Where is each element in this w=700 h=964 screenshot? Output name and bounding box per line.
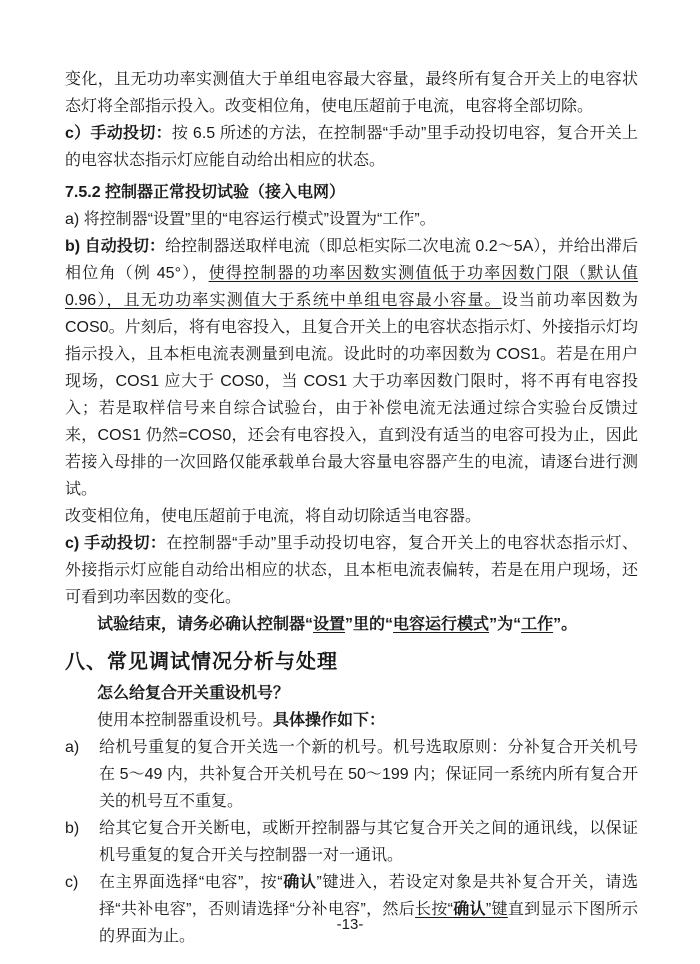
text-run: 工作 (521, 616, 554, 633)
text-run: a) 将控制器“设置”里的“电容运行模式”设置为“工作”。 (65, 211, 436, 228)
text-run: c）手动投切： (65, 125, 172, 142)
text-run: 给其它复合开关断电，或断开控制器与其它复合开关之间的通讯线，以保证机号重复的复合开关与控制器一对一通讯。 (99, 820, 638, 864)
paragraph (65, 503, 638, 530)
list-item-text (99, 815, 638, 869)
text-run: ”里的“ (345, 616, 394, 633)
document-body (65, 66, 638, 950)
list-item-label: b) (65, 820, 80, 837)
page-number: -13- (336, 916, 364, 933)
text-run: 改变相位角，使电压超前于电流，将自动切除适当电容器。 (65, 508, 482, 525)
text-run: 电容运行模式 (393, 616, 490, 633)
list-item-label: c) (65, 874, 79, 891)
text-run: 使用本控制器重设机号。 (97, 712, 274, 729)
section-heading (65, 179, 638, 206)
text-run: 试验结束，请务必确认控制器“ (97, 616, 314, 633)
list-item-text (99, 734, 638, 815)
text-run: 确认 (282, 874, 317, 891)
text-run: 怎么给复合开关重设机号？ (97, 685, 290, 702)
paragraph (65, 233, 638, 503)
text-run: 确认 (452, 901, 486, 918)
text-run: 7.5.2 控制器正常投切试验（接入电网） (65, 184, 346, 201)
text-run: 八、常见调试情况分析与处理 (65, 651, 338, 673)
paragraph (65, 680, 638, 707)
text-run: 给机号重复的复合开关选一个新的机号。机号选取原则：分补复合开关机号在 5～49 内，共补复合开关机号在 50～199 内；保证同一系统内所有复合开关的机号互不重复。 (99, 739, 638, 810)
text-run: ”为“ (489, 616, 522, 633)
list-item-label: a) (65, 739, 80, 756)
text-run: ”。 (553, 616, 578, 633)
text-run: ”键 (485, 901, 508, 918)
list-item (65, 815, 638, 869)
text-run: ”键进入，若设定对象是共补复合开关，请选择“共补电容”，否则请选择“分补电容”，然后 (99, 874, 638, 918)
paragraph (65, 120, 638, 174)
text-run: 设当前功率因数为 COS0。片刻后，将有电容投入，且复合开关上的电容状态指示灯、外接指示灯均指示投入，且本柜电流表测量到电流。设此时的功率因数为 COS1。若是在用户现场，COS1 应大于 COS0，当 COS1 大于功率因数门限时，将不再有电容投入；若是取样信号来自综合试验台，由于补偿电流无法通过综合实验台反馈过来，COS1 仍然=COS0，还会有电容投入，直到没有适当的电容可投为止，因此若接入母排的一次回路仅能承载单台最大容量电容器产生的电流，请逐台进行测试。 (65, 292, 638, 498)
paragraph (65, 707, 638, 734)
paragraph (65, 66, 638, 120)
text-run: 按 6.5 所述的方法，在控制器“手动”里手动投切电容，复合开关上的电容状态指示灯应能自动给出相应的状态。 (65, 125, 638, 169)
text-run: 在控制器“手动”里手动投切电容，复合开关上的电容状态指示灯、外接指示灯应能自动给出相应的状态，且本柜电流表偏转，若是在用户现场，还可看到功率因数的变化。 (65, 535, 638, 606)
text-run: 变化，且无功功率实测值大于单组电容最大容量，最终所有复合开关上的电容状态灯将全部指示投入。改变相位角，使电压超前于电流，电容将全部切除。 (65, 71, 638, 115)
chapter-heading (65, 647, 638, 677)
text-run: 在主界面选择“电容”，按“ (99, 874, 283, 891)
text-run: c) 手动投切： (65, 535, 167, 552)
text-run: b) 自动投切： (65, 238, 166, 255)
paragraph (65, 530, 638, 611)
text-run: 直到显示下图所示的界面为止。 (99, 901, 638, 945)
text-run: 给控制器送取样电流（即总柜实际二次电流 0.2～5A），并给出滞后相位角（例 45°）， (65, 238, 638, 282)
paragraph (65, 611, 638, 638)
text-run: 使得控制器的功率因数实测值低于功率因数门限（默认值 0.96），且无功功率实测值大于系统中单组电容最小容量。 (65, 265, 638, 309)
text-run: 长按“ (415, 901, 453, 918)
paragraph (65, 206, 638, 233)
text-run: 具体操作如下： (273, 712, 386, 729)
list-item (65, 734, 638, 815)
text-run: 设置 (313, 616, 346, 633)
